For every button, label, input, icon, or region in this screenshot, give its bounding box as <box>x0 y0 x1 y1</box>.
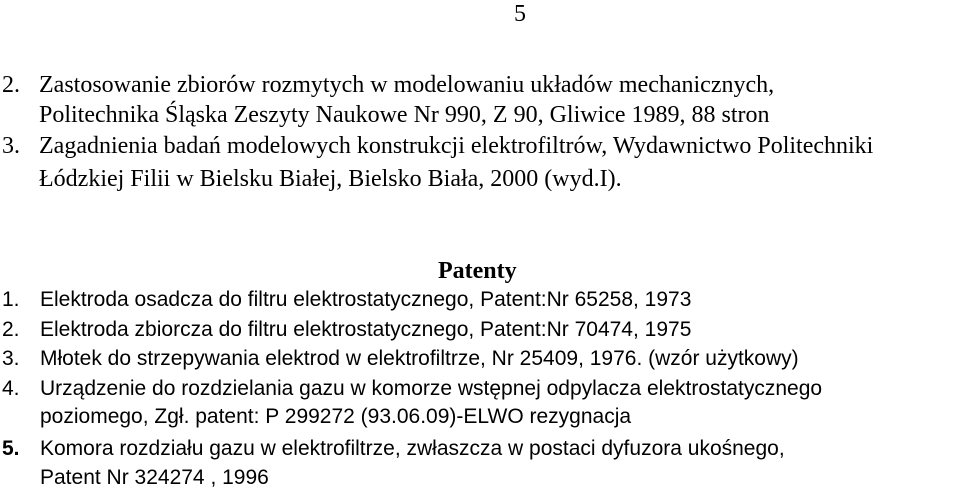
patent-text: Elektroda zbiorcza do filtru elektrostatycznego, Patent:Nr 70474, 1975 <box>40 318 692 341</box>
patent-text: Patent Nr 324274 , 1996 <box>40 466 269 489</box>
patent-number: 5. <box>2 437 20 460</box>
reference-text: Zagadnienia badań modelowych konstrukcji elektrofiltrów, Wydawnictwo Politechniki <box>39 133 874 159</box>
patent-number: 3. <box>2 347 20 370</box>
reference-text: Zastosowanie zbiorów rozmytych w modelowaniu układów mechanicznych, <box>39 72 775 98</box>
patent-number: 4. <box>2 377 20 400</box>
patent-text: Urządzenie do rozdzielania gazu w komorze wstępnej odpylacza elektrostatycznego <box>40 377 823 400</box>
page-number: 5 <box>514 1 526 27</box>
reference-text: Łódzkiej Filii w Bielsku Białej, Bielsko Biała, 2000 (wyd.I). <box>39 166 622 192</box>
reference-number: 2. <box>2 72 20 98</box>
patent-number: 1. <box>2 288 20 311</box>
patent-text: Komora rozdziału gazu w elektrofiltrze, zwłaszcza w postaci dyfuzora ukośnego, <box>40 437 785 460</box>
reference-text: Politechnika Śląska Zeszyty Naukowe Nr 990, Z 90, Gliwice 1989, 88 stron <box>39 102 770 128</box>
patent-text: Młotek do strzepywania elektrod w elektrofiltrze, Nr 25409, 1976. (wzór użytkowy) <box>40 347 799 370</box>
reference-number: 3. <box>2 133 20 159</box>
patent-number: 2. <box>2 318 20 341</box>
patent-text: poziomego, Zgł. patent: P 299272 (93.06.09)-ELWO rezygnacja <box>40 405 632 428</box>
patents-heading: Patenty <box>438 258 517 284</box>
patent-text: Elektroda osadcza do filtru elektrostatycznego, Patent:Nr 65258, 1973 <box>40 288 692 311</box>
